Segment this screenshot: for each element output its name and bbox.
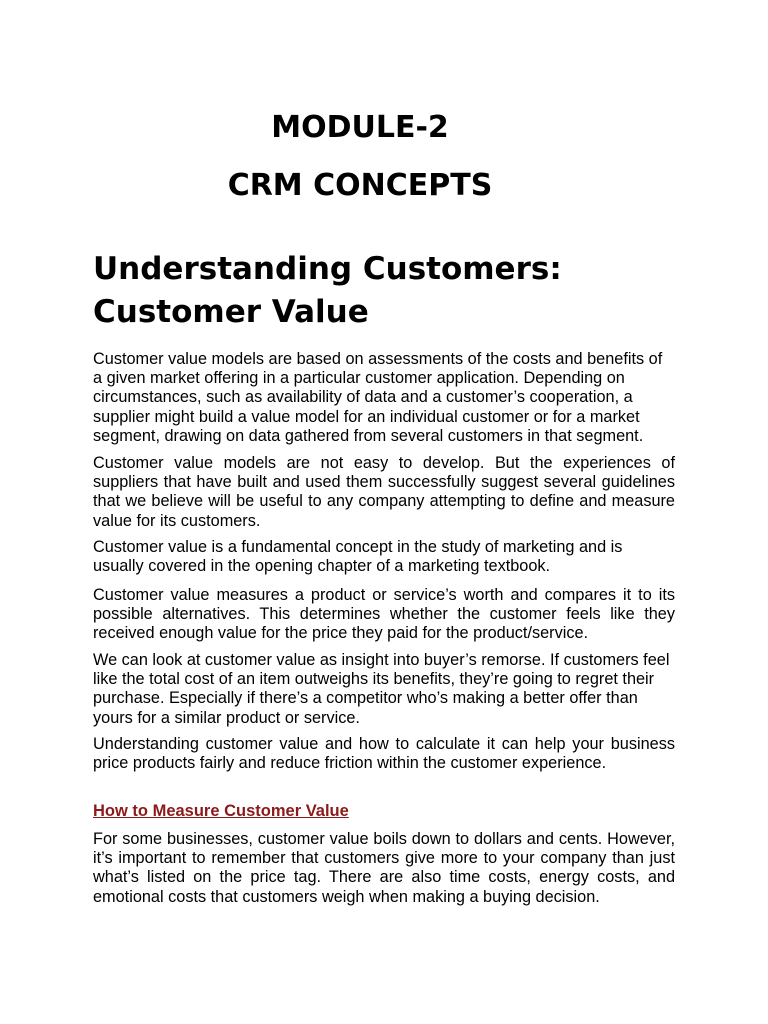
paragraph-customer-value-models: Customer value models are based on assessments of the costs and benefits of a given market offering in a particular customer application. Depending on circumstances, such as availability of data and a customer’s cooperation, a supplier might build a value model for an individual customer or for a market segment, drawing on data gathered from several customers in that segment. — [93, 350, 663, 445]
paragraph-dollars-and-cents: For some businesses, customer value boils down to dollars and cents. However, it’s important to remember that customers give more to your company than just what’s listed on the price tag. There are also time costs, energy costs, and emotional costs that customers weigh when making a buying decision. — [93, 830, 675, 906]
subsection-heading-link[interactable]: How to Measure Customer Value — [93, 802, 349, 820]
paragraph-fundamental-concept: Customer value is a fundamental concept in the study of marketing and is usually covered in the opening chapter of a marketing textbook. — [93, 538, 623, 576]
section-heading: Understanding Customers: Customer Value — [93, 251, 562, 330]
module-title: MODULE-2 — [271, 110, 449, 145]
paragraph-buyers-remorse: We can look at customer value as insight into buyer’s remorse. If customers feel like the total cost of an item outweighs its benefits, they’re going to regret their purchase. Especially if there’s a competitor who’s making a better offer than yours for a similar product or service. — [93, 651, 670, 727]
paragraph-value-measures: Customer value measures a product or service’s worth and compares it to its possible alternatives. This determines whether the customer feels like they received enough value for the price they paid for the product/service. — [93, 586, 675, 643]
module-topic-title: CRM CONCEPTS — [227, 168, 493, 203]
paragraph-understanding-value: Understanding customer value and how to calculate it can help your business price products fairly and reduce friction within the customer experience. — [93, 735, 675, 773]
paragraph-value-model-guidelines: Customer value models are not easy to develop. But the experiences of suppliers that have built and used them successfully suggest several guidelines that we believe will be useful to any company attempting to define and measure value for its customers. — [93, 454, 675, 530]
